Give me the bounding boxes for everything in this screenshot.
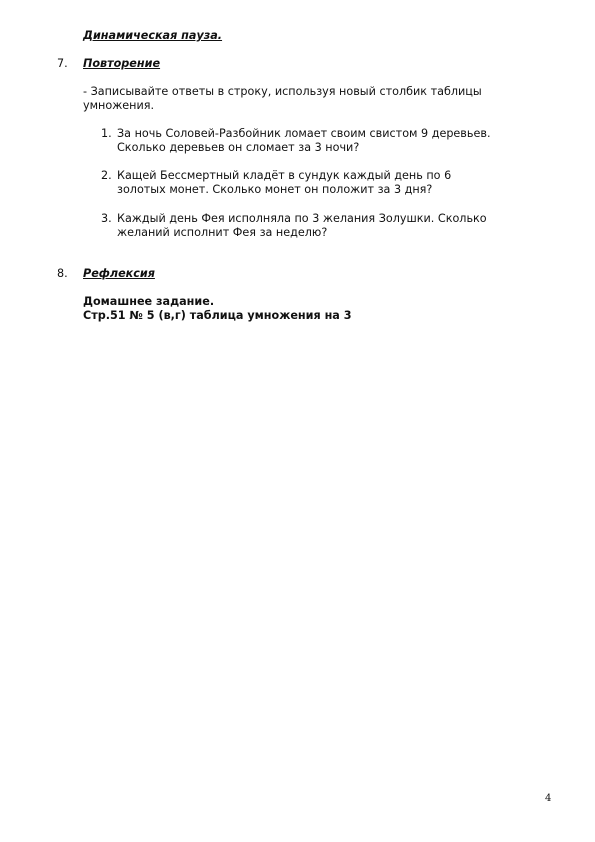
task-2-number: 2. [101, 169, 112, 182]
section-8-number: 8. [57, 267, 68, 280]
section-7-title: Повторение [83, 57, 161, 70]
dynamic-pause-heading: Динамическая пауза. [83, 29, 223, 42]
homework-title: Домашнее задание. [83, 295, 215, 308]
task-1-number: 1. [101, 127, 112, 140]
homework-text: Стр.51 № 5 (в,г) таблица умножения на 3 [83, 309, 352, 322]
task-1-text: За ночь Соловей-Разбойник ломает своим свистом 9 деревьев. Сколько деревьев он сломает за 3 ночи? [117, 127, 491, 154]
section-7-number: 7. [57, 57, 68, 70]
task-3-number: 3. [101, 212, 112, 225]
page-number: 4 [545, 793, 552, 804]
section-8-title: Рефлексия [83, 267, 155, 280]
section-7-intro: - Записывайте ответы в строку, используя новый столбик таблицы умножения. [83, 85, 482, 112]
task-2-text: Кащей Бессмертный кладёт в сундук каждый день по 6 золотых монет. Сколько монет он положит за 3 дня? [117, 169, 452, 196]
task-3-text: Каждый день Фея исполняла по 3 желания Золушки. Сколько желаний исполнит Фея за неделю? [117, 212, 487, 239]
